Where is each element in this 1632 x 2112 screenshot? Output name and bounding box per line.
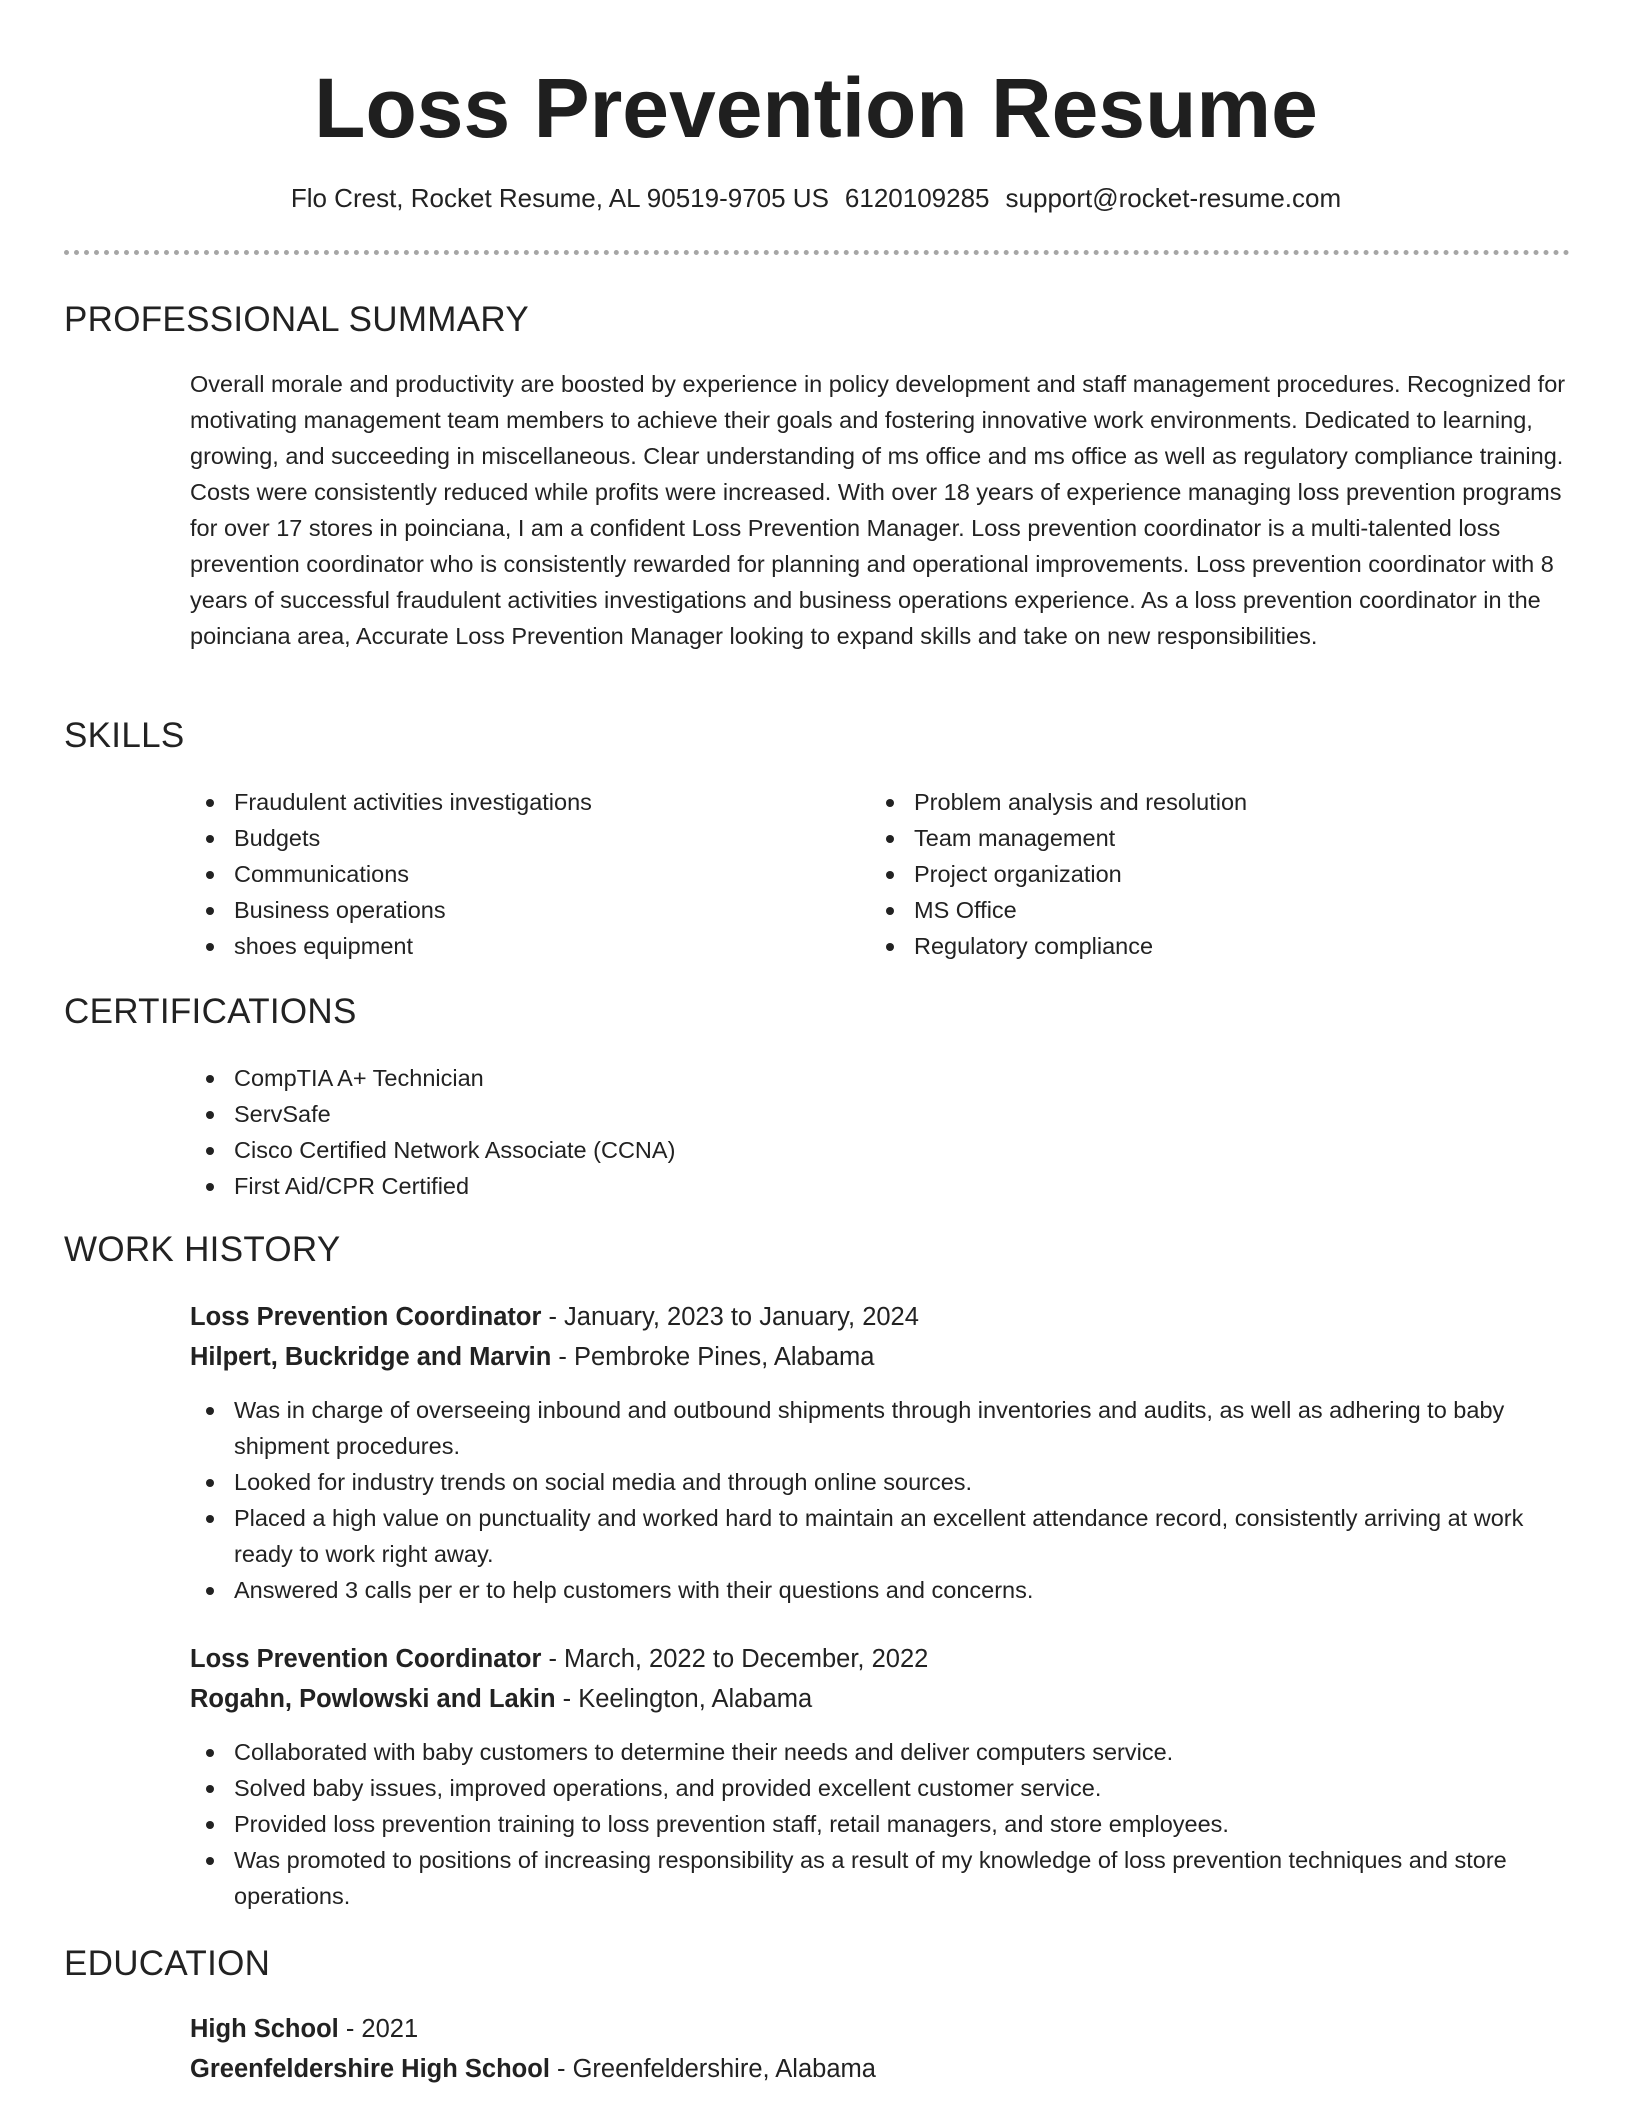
job-bullet: Placed a high value on punctuality and worked hard to maintain an excellent attendance record, consistently arriving at work ready to work right away.: [190, 1500, 1570, 1572]
job-title: Loss Prevention Coordinator: [190, 1303, 542, 1331]
job-company: Rogahn, Powlowski and Lakin: [190, 1685, 556, 1713]
page-title: Loss Prevention Resume: [314, 61, 1318, 155]
job-bullet: Was promoted to positions of increasing responsibility as a result of my knowledge of loss prevention techniques and store operations.: [190, 1842, 1570, 1914]
education-degree-line: [190, 2010, 418, 2048]
work-history-heading: WORK HISTORY: [64, 1230, 341, 1269]
certifications-heading: CERTIFICATIONS: [64, 992, 357, 1031]
education-school-line: [190, 2050, 876, 2088]
contact-line: [0, 180, 1632, 216]
contact-email: support@rocket-resume.com: [1005, 183, 1342, 213]
education-year: - 2021: [338, 2015, 419, 2043]
skills-heading: SKILLS: [64, 716, 185, 755]
skills-list-left: [190, 784, 850, 964]
job-location: - Keelington, Alabama: [555, 1685, 813, 1713]
contact-address: Flo Crest, Rocket Resume, AL 90519-9705 US: [290, 183, 829, 213]
job-bullet: Answered 3 calls per er to help customers with their questions and concerns.: [190, 1572, 1570, 1608]
skill-item: shoes equipment: [190, 928, 850, 964]
education-location: - Greenfeldershire, Alabama: [549, 2055, 876, 2083]
job-bullet: Provided loss prevention training to loss prevention staff, retail managers, and store employees.: [190, 1806, 1570, 1842]
contact-phone: 6120109285: [844, 183, 990, 213]
summary-text: Overall morale and productivity are boosted by experience in policy development and staff management procedures. Recognized for motivating management team members to achieve their goals and fostering innovative work environments. Dedicated to learning, growing, and succeeding in miscellaneous. Clear understanding of ms office and ms office as well as regulatory compliance training. Costs were consistently reduced while profits were increased. With over 18 years of experience managing loss prevention programs for over 17 stores in poinciana, I am a confident Loss Prevention Manager. Loss prevention coordinator is a multi-talented loss prevention coordinator who is consistently rewarded for planning and operational improvements. Loss prevention coordinator with 8 years of successful fraudulent activities investigations and business operations experience. As a loss prevention coordinator in the poinciana area, Accurate Loss Prevention Manager looking to expand skills and take on new responsibilities.: [190, 371, 1566, 649]
job-bullet: Was in charge of overseeing inbound and outbound shipments through inventories and audits, as well as adhering to baby shipment procedures.: [190, 1392, 1570, 1464]
job-location: - Pembroke Pines, Alabama: [551, 1343, 875, 1371]
job-bullet: Looked for industry trends on social media and through online sources.: [190, 1464, 1570, 1500]
job-bullets: [190, 1734, 1570, 1914]
skill-item: Regulatory compliance: [870, 928, 1530, 964]
certification-item: CompTIA A+ Technician: [190, 1060, 1570, 1096]
skill-item: Problem analysis and resolution: [870, 784, 1530, 820]
job-title-line: [190, 1298, 919, 1336]
job-dates: - January, 2023 to January, 2024: [541, 1303, 919, 1331]
summary-heading: PROFESSIONAL SUMMARY: [64, 300, 529, 339]
header-divider: [64, 250, 1570, 255]
job-company-line: [190, 1338, 875, 1376]
job-bullet: Collaborated with baby customers to determine their needs and deliver computers service.: [190, 1734, 1570, 1770]
skill-item: Fraudulent activities investigations: [190, 784, 850, 820]
skill-item: Business operations: [190, 892, 850, 928]
job-title-line: [190, 1640, 928, 1678]
skill-item: Team management: [870, 820, 1530, 856]
certification-item: Cisco Certified Network Associate (CCNA): [190, 1132, 1570, 1168]
skills-list-right: [870, 784, 1530, 964]
certifications-list: [190, 1060, 1570, 1204]
education-heading: EDUCATION: [64, 1944, 271, 1983]
education-school: Greenfeldershire High School: [190, 2055, 550, 2083]
skill-item: Budgets: [190, 820, 850, 856]
certification-item: ServSafe: [190, 1096, 1570, 1132]
job-bullet: Solved baby issues, improved operations, and provided excellent customer service.: [190, 1770, 1570, 1806]
job-dates: - March, 2022 to December, 2022: [541, 1645, 929, 1673]
skill-item: Project organization: [870, 856, 1530, 892]
job-bullets: [190, 1392, 1570, 1608]
education-degree: High School: [190, 2015, 339, 2043]
job-company: Hilpert, Buckridge and Marvin: [190, 1343, 552, 1371]
job-title: Loss Prevention Coordinator: [190, 1645, 542, 1673]
skill-item: Communications: [190, 856, 850, 892]
skill-item: MS Office: [870, 892, 1530, 928]
job-company-line: [190, 1680, 812, 1718]
certification-item: First Aid/CPR Certified: [190, 1168, 1570, 1204]
